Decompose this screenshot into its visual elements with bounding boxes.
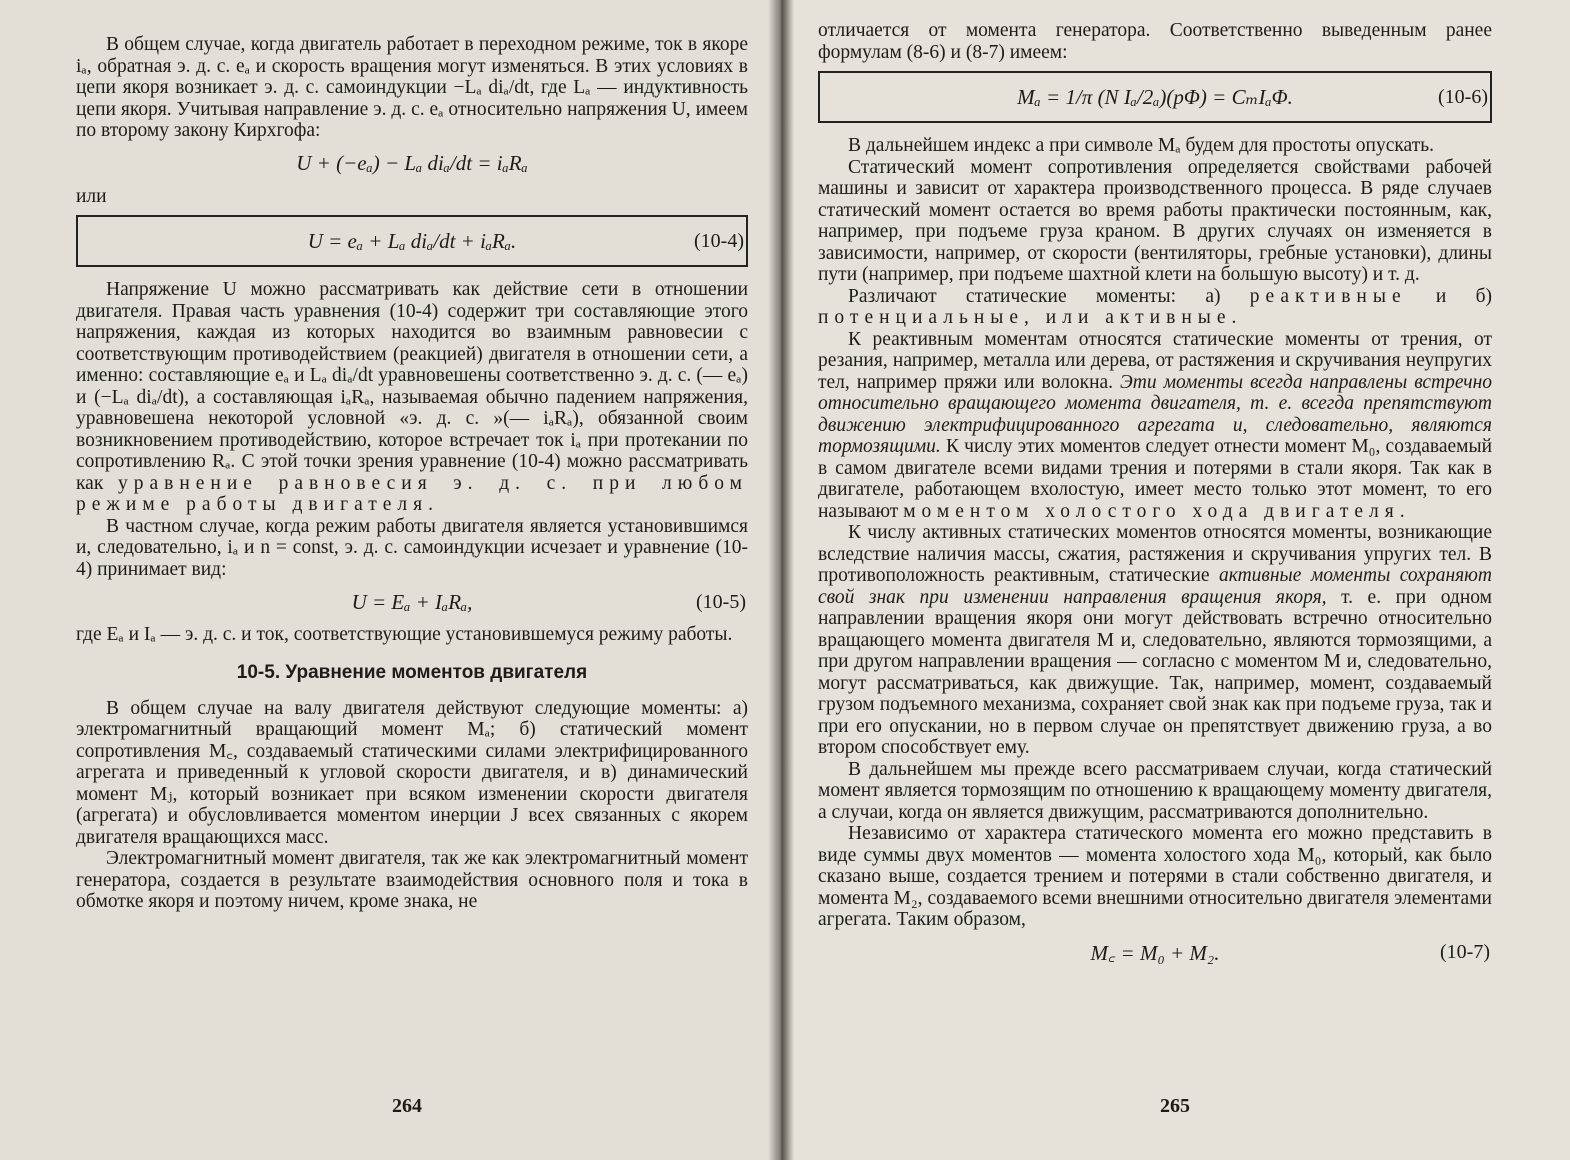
- equation-number: (10-4): [694, 229, 744, 252]
- paragraph: [76, 279, 748, 516]
- page-number: 264: [392, 1095, 422, 1117]
- paragraph-text: К числу активных статических моментов относятся моменты, возникающие вследствие наличия массы, сжатия, растяжения и скручивания упругих тел. В противоположность реактивным, статические: [818, 522, 1492, 586]
- paragraph: где Eₐ и Iₐ — э. д. с. и ток, соответствующие установившемуся режиму работы.: [76, 624, 733, 645]
- equation-number: (10-5): [696, 590, 746, 613]
- paragraph: В дальнейшем мы прежде всего рассматриваем случаи, когда статический момент является тормозящим по отношению к вращающему моменту двигателя, а случаи, когда он является движущим, рассматриваются дополнительно.: [818, 758, 1492, 823]
- equation-text: U = eₐ + Lₐ diₐ/dt + iₐRₐ.: [307, 228, 517, 253]
- italic-text: активные моменты сохраняют свой знак при изменении направления вращения якоря,: [818, 565, 1493, 608]
- right-page: [778, 0, 1570, 1160]
- equation-text: Mₐ = 1/π (N Iₐ/2ₐ)(pΦ) = CₘIₐΦ.: [1017, 84, 1293, 109]
- equation: [76, 142, 748, 186]
- equation-text: M꜀ = M₀ + M₂.: [1090, 940, 1220, 965]
- paragraph: В общем случае на валу двигателя действуют следующие моменты: а) электромагнитный вращающий момент Mₐ; б) статический момент сопротивления M꜀, создаваемый статическими силами электрифицированного агрегата и приведенный к угловой скорости двигателя, и в) динамический момент Mⱼ, который возникает при всяком изменении скорости двигателя (агрегата) и обусловливается моментом инерции J всех связанных с якорем двигателя вращающихся масс.: [76, 697, 748, 848]
- section-heading: 10-5. Уравнение моментов двигателя: [236, 661, 588, 683]
- paragraph-text: К реактивным моментам относятся статические моменты от трения, от резания, например, металла или дерева, от растяжения и скручивания неупругих тел, например пряжи или волокна.: [818, 328, 1492, 393]
- spaced-text: реактивные: [1249, 285, 1407, 307]
- equation: [76, 580, 748, 624]
- paragraph: Статический момент сопротивления определяется свойствами рабочей машины и зависит от характера производственного процесса. В ряде случаев статический момент остается во время работы практически постоянным, как, например, при подъеме груза краном. В других случаях он изменяется в зависимости, например, от скорости (вентиляторы, гребные установки), длины пути (например, при подъеме шахтной клети на большую высоту) и т. д.: [818, 156, 1492, 285]
- italic-text: Эти моменты всегда направлены встречно относительно вращающего момента двигателя, т. е. всегда препятствуют движению электрифицированного агрегата и, следовательно, являются тормозящими.: [818, 371, 1493, 457]
- equation-text: U = Eₐ + IₐRₐ,: [351, 589, 473, 614]
- paragraph: В дальнейшем индекс a при символе Mₐ будем для простоты опускать.: [848, 135, 1434, 156]
- paragraph: [818, 286, 1492, 329]
- paragraph: Независимо от характера статического момента его можно представить в виде суммы двух моментов — момента холостого хода M₀, который, как было сказано выше, создается трением и потерями в стали собственно двигателя, и момента M₂, создаваемого всеми внешними относительно двигателя элементами агрегата. Таким образом,: [818, 823, 1492, 930]
- paragraph: Электромагнитный момент двигателя, так же как электромагнитный момент генератора, создается в результате взаимодействия основного поля и тока в обмотке якоря и поэтому ничем, кроме знака, не: [76, 848, 748, 912]
- boxed-equation: [76, 215, 748, 267]
- paragraph: [818, 522, 1492, 759]
- spaced-text: уравнение равновесия э. д. с. при любом режиме работы двигателя.: [76, 472, 748, 515]
- spaced-text: моментом холостого хода двигателя.: [903, 500, 1411, 522]
- paragraph: [818, 329, 1492, 523]
- paragraph-text: К числу этих моментов следует отнести момент M₀, создаваемый в самом двигателе всеми видами трения и потерями в стали якоря. Так как в двигателе, работающем вхолостую, имеет место только этот момент, то его называют: [818, 436, 1493, 522]
- page-number: 265: [1160, 1095, 1190, 1117]
- paragraph-text: т. е. при одном направлении вращения якоря они могут действовать встречно относительно вращающего момента двигателя M и, следовательно, являются тормозящими, а при другом направлении вращения — согласно с моментом M и, следовательно, могут рассматриваться, как движущие. Так, например, момент, создаваемый грузом подъемного механизма, сохраняет свой знак как при подъеме груза, так и при его опускании, но в первом случае он препятствует движению груза, а во втором способствует ему.: [818, 586, 1492, 758]
- paragraph-text: и б): [1435, 285, 1493, 307]
- paragraph-text: Различают статические моменты: а): [848, 285, 1221, 307]
- equation-number: (10-7): [1440, 941, 1490, 963]
- paragraph: В общем случае, когда двигатель работает в переходном режиме, ток в якоре iₐ, обратная э. д. с. eₐ и скорость вращения могут изменяться. В этих условиях в цепи якоря возникает э. д. с. самоиндукции −Lₐ diₐ/dt, где Lₐ — индуктивность цепи якоря. Учитывая направление э. д. с. eₐ относительно напряжения U, имеем по второму закону Кирхгофа:: [76, 34, 748, 141]
- paragraph: или: [76, 185, 107, 207]
- equation-number: (10-6): [1438, 85, 1488, 108]
- boxed-equation: [818, 71, 1492, 123]
- spaced-text: потенциальные, или активные.: [818, 307, 1243, 328]
- equation: [818, 931, 1492, 975]
- paragraph: отличается от момента генератора. Соответственно выведенным ранее формулам (8-6) и (8-7) имеем:: [818, 20, 1492, 63]
- equation-text: U + (−eₐ) − Lₐ diₐ/dt = iₐRₐ: [296, 151, 528, 175]
- paragraph: В частном случае, когда режим работы двигателя является установившимся и, следовательно, iₐ и n = const, э. д. с. самоиндукции исчезает и уравнение (10-4) принимает вид:: [76, 515, 748, 580]
- paragraph-text: Напряжение U можно рассматривать как действие сети в отношении двигателя. Правая часть уравнения (10-4) содержит три составляющие этого напряжения, каждая из которых находится во взаимным равновесии с соответствующим противодействием (реакцией) двигателя в отношении сети, а именно: составляющие eₐ и Lₐ diₐ/dt уравновешены соответственно э. д. с. (— eₐ) и (−Lₐ diₐ/dt), а составляющая iₐRₐ, называемая обычно падением напряжения, уравновешена некоторой условной «э. д. с. »(— iₐRₐ), обязанной своим возникновением противодействию, которое встречает ток iₐ при протекании по сопротивлению Rₐ. С этой точки зрения уравнение (10-4) можно рассматривать как: [76, 279, 748, 494]
- left-page: [0, 0, 778, 1160]
